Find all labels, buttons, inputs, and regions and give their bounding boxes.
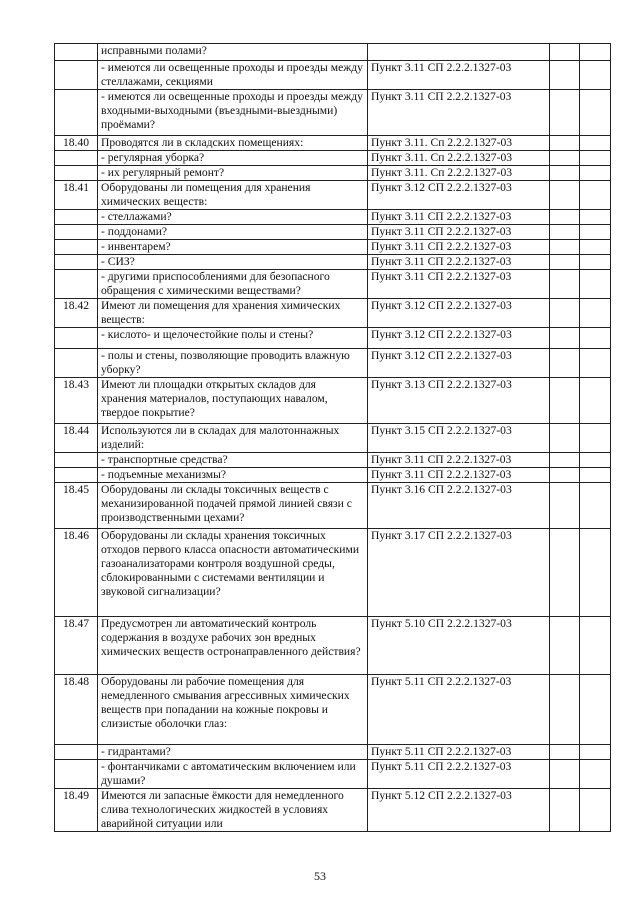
table-row — [55, 328, 611, 349]
table-row — [55, 210, 611, 225]
legal-reference — [368, 44, 550, 61]
question-text: Имеют ли площадки открытых складов для хранения материалов, поступающих навалом, твердое покрытие? — [98, 378, 368, 424]
item-number — [55, 90, 98, 136]
answer-yes-cell — [550, 483, 580, 529]
question-text: - их регулярный ремонт? — [98, 166, 368, 181]
answer-yes-cell — [550, 299, 580, 328]
answer-yes-cell — [550, 90, 580, 136]
answer-yes-cell — [550, 240, 580, 255]
answer-yes-cell — [550, 675, 580, 745]
answer-yes-cell — [550, 225, 580, 240]
answer-no-cell — [580, 453, 611, 468]
table-row — [55, 61, 611, 90]
answer-yes-cell — [550, 270, 580, 299]
answer-no-cell — [580, 328, 611, 349]
table-row — [55, 255, 611, 270]
item-number — [55, 151, 98, 166]
answer-no-cell — [580, 181, 611, 210]
item-number — [55, 225, 98, 240]
table-row — [55, 789, 611, 832]
answer-yes-cell — [550, 210, 580, 225]
question-text: Имеются ли запасные ёмкости для немедленного слива технологических жидкостей в условиях аварийной ситуации или — [98, 789, 368, 832]
page-number: 53 — [314, 869, 326, 883]
table-row — [55, 225, 611, 240]
item-number — [55, 349, 98, 378]
legal-reference: Пункт 3.12 СП 2.2.2.1327-03 — [368, 328, 550, 349]
answer-no-cell — [580, 136, 611, 151]
answer-no-cell — [580, 424, 611, 453]
question-text: - транспортные средства? — [98, 453, 368, 468]
question-text: Оборудованы ли склады хранения токсичных отходов первого класса опасности автоматическими газоанализаторами контроля воздушной среды, сблокированными с системами вентиляции и звуковой сигнализации? — [98, 529, 368, 617]
legal-reference: Пункт 3.11. Сп 2.2.2.1327-03 — [368, 151, 550, 166]
answer-yes-cell — [550, 424, 580, 453]
table-row — [55, 240, 611, 255]
item-number: 18.45 — [55, 483, 98, 529]
answer-no-cell — [580, 789, 611, 832]
item-number: 18.42 — [55, 299, 98, 328]
question-text: Имеют ли помещения для хранения химических веществ: — [98, 299, 368, 328]
question-text: - другими приспособлениями для безопасного обращения с химическими веществами? — [98, 270, 368, 299]
legal-reference: Пункт 3.12 СП 2.2.2.1327-03 — [368, 349, 550, 378]
item-number — [55, 255, 98, 270]
legal-reference: Пункт 3.11 СП 2.2.2.1327-03 — [368, 61, 550, 90]
checklist-table — [54, 43, 611, 832]
table-row — [55, 349, 611, 378]
answer-yes-cell — [550, 61, 580, 90]
table-row — [55, 745, 611, 760]
item-number — [55, 468, 98, 483]
answer-yes-cell — [550, 151, 580, 166]
answer-no-cell — [580, 349, 611, 378]
question-text: - СИЗ? — [98, 255, 368, 270]
question-text: Проводятся ли в складских помещениях: — [98, 136, 368, 151]
item-number — [55, 760, 98, 789]
answer-no-cell — [580, 483, 611, 529]
item-number: 18.40 — [55, 136, 98, 151]
question-text: - имеются ли освещенные проходы и проезды между входными-выходными (въездными-выездными) проёмами? — [98, 90, 368, 136]
legal-reference: Пункт 3.16 СП 2.2.2.1327-03 — [368, 483, 550, 529]
answer-no-cell — [580, 760, 611, 789]
legal-reference: Пункт 5.10 СП 2.2.2.1327-03 — [368, 617, 550, 675]
answer-no-cell — [580, 61, 611, 90]
legal-reference: Пункт 3.11 СП 2.2.2.1327-03 — [368, 255, 550, 270]
table-row — [55, 760, 611, 789]
question-text: - инвентарем? — [98, 240, 368, 255]
answer-yes-cell — [550, 349, 580, 378]
answer-no-cell — [580, 378, 611, 424]
item-number: 18.46 — [55, 529, 98, 617]
answer-yes-cell — [550, 166, 580, 181]
legal-reference: Пункт 3.12 СП 2.2.2.1327-03 — [368, 299, 550, 328]
answer-no-cell — [580, 44, 611, 61]
table-row — [55, 151, 611, 166]
answer-yes-cell — [550, 789, 580, 832]
question-text: - полы и стены, позволяющие проводить влажную уборку? — [98, 349, 368, 378]
item-number: 18.48 — [55, 675, 98, 745]
answer-yes-cell — [550, 617, 580, 675]
table-row — [55, 44, 611, 61]
item-number — [55, 44, 98, 61]
answer-no-cell — [580, 299, 611, 328]
answer-no-cell — [580, 90, 611, 136]
question-text: - поддонами? — [98, 225, 368, 240]
item-number: 18.47 — [55, 617, 98, 675]
table-row — [55, 483, 611, 529]
answer-no-cell — [580, 529, 611, 617]
question-text: - гидрантами? — [98, 745, 368, 760]
question-text: Оборудованы ли рабочие помещения для немедленного смывания агрессивных химических веществ при попадании на кожные покровы и слизистые оболочки глаз: — [98, 675, 368, 745]
item-number — [55, 328, 98, 349]
answer-no-cell — [580, 675, 611, 745]
answer-no-cell — [580, 240, 611, 255]
item-number — [55, 270, 98, 299]
table-row — [55, 299, 611, 328]
question-text: - стеллажами? — [98, 210, 368, 225]
answer-no-cell — [580, 166, 611, 181]
legal-reference: Пункт 5.11 СП 2.2.2.1327-03 — [368, 675, 550, 745]
legal-reference: Пункт 5.11 СП 2.2.2.1327-03 — [368, 760, 550, 789]
table-row — [55, 617, 611, 675]
legal-reference: Пункт 3.11 СП 2.2.2.1327-03 — [368, 90, 550, 136]
item-number — [55, 166, 98, 181]
answer-yes-cell — [550, 181, 580, 210]
question-text: Используются ли в складах для малотоннажных изделий: — [98, 424, 368, 453]
legal-reference: Пункт 5.11 СП 2.2.2.1327-03 — [368, 745, 550, 760]
question-text: - регулярная уборка? — [98, 151, 368, 166]
table-row — [55, 181, 611, 210]
legal-reference: Пункт 3.11 СП 2.2.2.1327-03 — [368, 468, 550, 483]
answer-no-cell — [580, 225, 611, 240]
answer-yes-cell — [550, 44, 580, 61]
table-row — [55, 166, 611, 181]
answer-yes-cell — [550, 760, 580, 789]
table-row — [55, 136, 611, 151]
table-row — [55, 424, 611, 453]
question-text: Предусмотрен ли автоматический контроль содержания в воздухе рабочих зон вредных химических веществ остронаправленного действия? — [98, 617, 368, 675]
question-text: исправными полами? — [98, 44, 368, 61]
item-number — [55, 453, 98, 468]
legal-reference: Пункт 5.12 СП 2.2.2.1327-03 — [368, 789, 550, 832]
question-text: - подъемные механизмы? — [98, 468, 368, 483]
answer-yes-cell — [550, 529, 580, 617]
answer-no-cell — [580, 151, 611, 166]
item-number — [55, 745, 98, 760]
item-number — [55, 61, 98, 90]
table-row — [55, 270, 611, 299]
legal-reference: Пункт 3.11 СП 2.2.2.1327-03 — [368, 210, 550, 225]
answer-yes-cell — [550, 378, 580, 424]
table-row — [55, 90, 611, 136]
item-number — [55, 210, 98, 225]
item-number: 18.44 — [55, 424, 98, 453]
item-number: 18.43 — [55, 378, 98, 424]
legal-reference: Пункт 3.11 СП 2.2.2.1327-03 — [368, 240, 550, 255]
item-number — [55, 240, 98, 255]
legal-reference: Пункт 3.13 СП 2.2.2.1327-03 — [368, 378, 550, 424]
legal-reference: Пункт 3.17 СП 2.2.2.1327-03 — [368, 529, 550, 617]
answer-no-cell — [580, 210, 611, 225]
item-number: 18.49 — [55, 789, 98, 832]
table-row — [55, 378, 611, 424]
question-text: - фонтанчиками с автоматическим включением или душами? — [98, 760, 368, 789]
answer-yes-cell — [550, 136, 580, 151]
legal-reference: Пункт 3.12 СП 2.2.2.1327-03 — [368, 181, 550, 210]
answer-yes-cell — [550, 255, 580, 270]
legal-reference: Пункт 3.11. Сп 2.2.2.1327-03 — [368, 136, 550, 151]
question-text: - имеются ли освещенные проходы и проезды между стеллажами, секциями — [98, 61, 368, 90]
answer-no-cell — [580, 255, 611, 270]
answer-no-cell — [580, 270, 611, 299]
legal-reference: Пункт 3.11. Сп 2.2.2.1327-03 — [368, 166, 550, 181]
legal-reference: Пункт 3.11 СП 2.2.2.1327-03 — [368, 453, 550, 468]
legal-reference: Пункт 3.11 СП 2.2.2.1327-03 — [368, 270, 550, 299]
table-row — [55, 453, 611, 468]
item-number: 18.41 — [55, 181, 98, 210]
answer-no-cell — [580, 745, 611, 760]
table-row — [55, 468, 611, 483]
question-text: Оборудованы ли склады токсичных веществ с механизированной подачей прямой линией связи с производственными цехами? — [98, 483, 368, 529]
answer-yes-cell — [550, 745, 580, 760]
question-text: Оборудованы ли помещения для хранения химических веществ: — [98, 181, 368, 210]
answer-yes-cell — [550, 453, 580, 468]
legal-reference: Пункт 3.15 СП 2.2.2.1327-03 — [368, 424, 550, 453]
answer-yes-cell — [550, 328, 580, 349]
question-text: - кислото- и щелочестойкие полы и стены? — [98, 328, 368, 349]
table-row — [55, 529, 611, 617]
table-row — [55, 675, 611, 745]
legal-reference: Пункт 3.11 СП 2.2.2.1327-03 — [368, 225, 550, 240]
answer-yes-cell — [550, 468, 580, 483]
answer-no-cell — [580, 468, 611, 483]
answer-no-cell — [580, 617, 611, 675]
